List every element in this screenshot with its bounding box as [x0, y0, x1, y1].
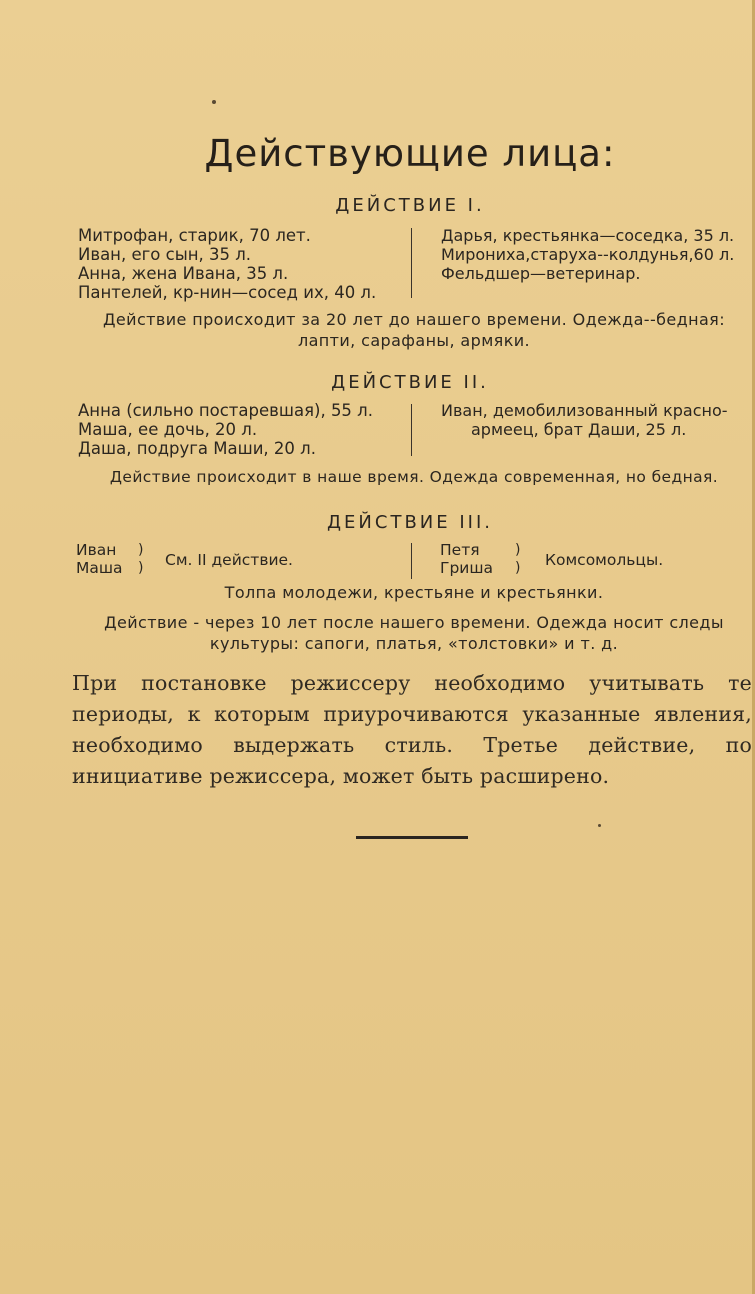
- note-line: лапти, сарафаны, армяки.: [297, 331, 531, 350]
- act3-right-reference: Комсомольцы.: [545, 551, 664, 569]
- column-divider: [411, 404, 412, 456]
- brace-icon: ) ): [138, 542, 144, 576]
- act3-left-reference: См. II действие.: [165, 551, 293, 569]
- act3-heading: ДЕЙСТВИЕ III.: [326, 512, 494, 533]
- note-line: культуры: сапоги, платья, «толстовки» и т. д.: [209, 634, 619, 653]
- act1-left-column: [78, 226, 376, 302]
- character-line: Дарья, крестьянка—соседка, 35 л.: [441, 226, 735, 245]
- character-line: Миронихa,старуха--колдунья,60 л.: [441, 245, 735, 264]
- paper-speck: [598, 824, 601, 827]
- character-name: Гриша: [440, 559, 494, 577]
- act3-left-names: [76, 541, 123, 577]
- closing-rule: [356, 836, 468, 839]
- act2-heading: ДЕЙСТВИЕ II.: [331, 372, 489, 393]
- character-line: Анна (сильно постаревшая), 55 л.: [78, 401, 373, 420]
- character-line: Пантелей, кр-нин—сосед их, 40 л.: [78, 283, 377, 302]
- note-line: Действие - через 10 лет после нашего времени. Одежда носит следы: [104, 613, 724, 632]
- act3-note: [74, 612, 754, 654]
- act1-heading: ДЕЙСТВИЕ I.: [335, 195, 485, 216]
- paper-speck: [212, 100, 216, 104]
- act2-left-column: [78, 401, 373, 458]
- character-line: Иван, его сын, 35 л.: [78, 245, 252, 264]
- page-title: Действующие лица:: [204, 132, 616, 175]
- act2-right-column: [441, 401, 728, 439]
- character-line: Фельдшер—ветеринар.: [441, 264, 641, 283]
- act3-right-names: [440, 541, 493, 577]
- character-line: Анна, жена Ивана, 35 л.: [78, 264, 289, 283]
- character-line: Иван, демобилизованный красно-: [441, 401, 728, 420]
- director-note: При постановке режиссеру необходимо учитывать те периоды, к которым приурочиваются указанные явления, необходимо выдержать стиль. Третье действие, по инициативе режиссера, может быть расширено.: [72, 671, 752, 788]
- act3-crowd: Толпа молодежи, крестьяне и крестьянки.: [224, 583, 604, 602]
- character-name: Петя: [440, 541, 480, 559]
- character-line: Даша, подруга Маши, 20 л.: [78, 439, 316, 458]
- brace-icon: ) ): [515, 542, 521, 576]
- character-line: армеец, брат Даши, 25 л.: [471, 420, 687, 439]
- character-name: Маша: [76, 559, 123, 577]
- act2-note: Действие происходит в наше время. Одежда современная, но бедная.: [109, 468, 719, 486]
- character-line: Митрофан, старик, 70 лет.: [78, 226, 311, 245]
- act1-note: [74, 309, 754, 351]
- character-name: Иван: [76, 541, 117, 559]
- column-divider: [411, 543, 412, 579]
- note-line: Действие происходит за 20 лет до нашего времени. Одежда--бедная:: [103, 310, 725, 329]
- character-line: Маша, ее дочь, 20 л.: [78, 420, 258, 439]
- act1-right-column: [441, 226, 734, 283]
- column-divider: [411, 228, 412, 298]
